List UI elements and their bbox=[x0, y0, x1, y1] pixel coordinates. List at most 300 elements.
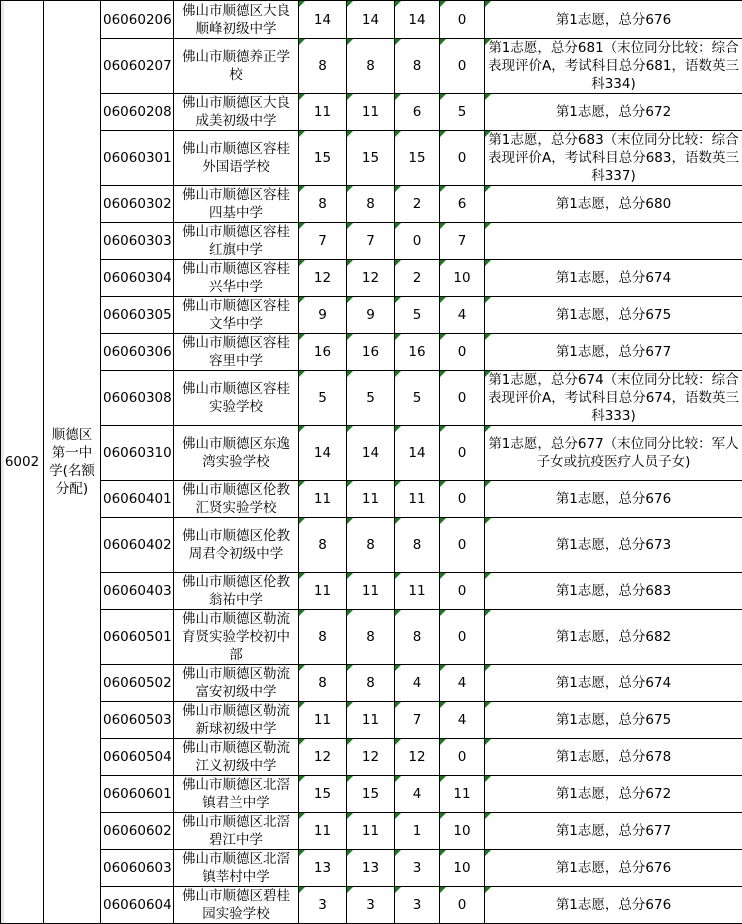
cutoff-note-text: 第1志愿，总分677 bbox=[555, 823, 672, 839]
admitted-cell[interactable] bbox=[395, 573, 440, 610]
school-code-cell[interactable] bbox=[101, 39, 174, 94]
admitted-cell[interactable] bbox=[395, 426, 440, 481]
cell-comment-marker-icon bbox=[440, 887, 446, 893]
plan-cell[interactable] bbox=[347, 334, 395, 371]
cell-comment-marker-icon bbox=[485, 39, 491, 45]
school-name-cell[interactable] bbox=[174, 887, 299, 924]
remaining-cell[interactable] bbox=[440, 223, 485, 260]
cell-comment-marker-icon bbox=[395, 131, 401, 137]
cutoff-note-cell[interactable] bbox=[485, 481, 742, 518]
school-code-text: 06060308 bbox=[103, 390, 172, 406]
school-name-cell[interactable] bbox=[174, 186, 299, 223]
admitted-cell[interactable] bbox=[395, 297, 440, 334]
admitted-text: 1 bbox=[412, 823, 422, 839]
cell-comment-marker-icon bbox=[395, 94, 401, 100]
admitted-text: 5 bbox=[412, 390, 422, 406]
school-name-text: 佛山市顺德区容桂兴华中学 bbox=[182, 261, 290, 295]
cell-comment-marker-icon bbox=[347, 610, 353, 616]
school-name-cell[interactable] bbox=[174, 518, 299, 573]
cell-comment-marker-icon bbox=[485, 887, 491, 893]
remaining-text: 4 bbox=[457, 712, 467, 728]
cutoff-note-cell[interactable] bbox=[485, 887, 742, 924]
cell-comment-marker-icon bbox=[299, 610, 305, 616]
school-name-cell[interactable] bbox=[174, 297, 299, 334]
admitted-cell[interactable] bbox=[395, 260, 440, 297]
school-code-cell[interactable] bbox=[101, 610, 174, 665]
cell-comment-marker-icon bbox=[347, 94, 353, 100]
remaining-cell[interactable] bbox=[440, 665, 485, 702]
cell-comment-marker-icon bbox=[440, 223, 446, 229]
plan-cell[interactable] bbox=[347, 850, 395, 887]
remaining-text: 0 bbox=[457, 150, 467, 166]
school-code-cell[interactable] bbox=[101, 776, 174, 813]
cell-comment-marker-icon bbox=[395, 481, 401, 487]
school-code-cell[interactable] bbox=[101, 334, 174, 371]
plan-cell[interactable] bbox=[347, 131, 395, 186]
school-name-cell[interactable] bbox=[174, 610, 299, 665]
plan-text: 12 bbox=[361, 270, 380, 286]
school-code-cell[interactable] bbox=[101, 481, 174, 518]
table-row[interactable] bbox=[1, 610, 742, 665]
plan-cell[interactable] bbox=[347, 426, 395, 481]
school-name-cell[interactable] bbox=[174, 371, 299, 426]
cutoff-note-cell[interactable] bbox=[485, 850, 742, 887]
remaining-cell[interactable] bbox=[440, 776, 485, 813]
cell-comment-marker-icon bbox=[440, 260, 446, 266]
admitted-cell[interactable] bbox=[395, 850, 440, 887]
school-code-cell[interactable] bbox=[101, 1, 174, 39]
school-name-text: 佛山市顺德养正学校 bbox=[182, 49, 290, 83]
cell-comment-marker-icon bbox=[299, 665, 305, 671]
school-name-cell[interactable] bbox=[174, 573, 299, 610]
cell-comment-marker-icon bbox=[485, 371, 491, 377]
cell-comment-marker-icon bbox=[299, 813, 305, 819]
admitted-cell[interactable] bbox=[395, 334, 440, 371]
remaining-cell[interactable] bbox=[440, 610, 485, 665]
remaining-cell[interactable] bbox=[440, 481, 485, 518]
school-code-cell[interactable] bbox=[101, 131, 174, 186]
remaining-cell[interactable] bbox=[440, 260, 485, 297]
plan-cell[interactable] bbox=[347, 610, 395, 665]
quota-cell[interactable] bbox=[299, 481, 347, 518]
quota-text: 8 bbox=[318, 675, 327, 691]
table-row[interactable] bbox=[1, 850, 742, 887]
school-code-text: 06060206 bbox=[103, 11, 172, 28]
cell-comment-marker-icon bbox=[299, 850, 305, 856]
school-name-cell[interactable] bbox=[174, 702, 299, 739]
quota-cell[interactable] bbox=[299, 371, 347, 426]
cell-comment-marker-icon bbox=[440, 334, 446, 340]
remaining-text: 0 bbox=[457, 629, 467, 645]
quota-text: 11 bbox=[313, 583, 332, 599]
plan-cell[interactable] bbox=[347, 39, 395, 94]
cell-comment-marker-icon bbox=[485, 223, 491, 229]
cutoff-note-text: 第1志愿，总分675 bbox=[555, 712, 672, 728]
cutoff-note-cell[interactable] bbox=[485, 371, 742, 426]
admitted-cell[interactable] bbox=[395, 39, 440, 94]
school-name-text: 佛山市顺德区东逸湾实验学校 bbox=[182, 436, 290, 470]
quota-text: 8 bbox=[318, 537, 327, 553]
cutoff-note-cell[interactable] bbox=[485, 1, 742, 39]
admitted-text: 15 bbox=[408, 150, 426, 166]
cell-comment-marker-icon bbox=[347, 371, 353, 377]
school-name-cell[interactable] bbox=[174, 334, 299, 371]
quota-text: 11 bbox=[313, 491, 332, 507]
remaining-cell[interactable] bbox=[440, 813, 485, 850]
cutoff-note-text: 第1志愿，总分676 bbox=[555, 491, 672, 507]
school-code-cell[interactable] bbox=[101, 94, 174, 131]
admitted-cell[interactable] bbox=[395, 1, 440, 39]
table-row[interactable] bbox=[1, 297, 742, 334]
admitted-cell[interactable] bbox=[395, 94, 440, 131]
remaining-text: 6 bbox=[457, 196, 467, 212]
cutoff-note-cell[interactable] bbox=[485, 573, 742, 610]
table-row[interactable] bbox=[1, 481, 742, 518]
quota-cell[interactable] bbox=[299, 776, 347, 813]
school-code-text: 06060501 bbox=[103, 629, 172, 645]
admitted-cell[interactable] bbox=[395, 371, 440, 426]
school-name-text: 佛山市顺德区勒流富安初级中学 bbox=[182, 666, 290, 700]
admitted-text: 7 bbox=[412, 712, 422, 728]
plan-cell[interactable] bbox=[347, 297, 395, 334]
plan-cell[interactable] bbox=[347, 518, 395, 573]
quota-text: 15 bbox=[313, 786, 332, 802]
table-row[interactable] bbox=[1, 39, 742, 94]
table-row[interactable] bbox=[1, 131, 742, 186]
plan-text: 11 bbox=[361, 583, 380, 599]
cutoff-note-cell[interactable] bbox=[485, 702, 742, 739]
table-row[interactable] bbox=[1, 223, 742, 260]
cell-comment-marker-icon bbox=[485, 610, 491, 616]
school-name-cell[interactable] bbox=[174, 260, 299, 297]
table-row[interactable] bbox=[1, 371, 742, 426]
remaining-text: 10 bbox=[453, 860, 471, 876]
plan-cell[interactable] bbox=[347, 371, 395, 426]
table-row[interactable] bbox=[1, 518, 742, 573]
admitted-cell[interactable] bbox=[395, 887, 440, 924]
school-code-cell[interactable] bbox=[101, 702, 174, 739]
quota-text: 5 bbox=[318, 390, 327, 406]
cell-comment-marker-icon bbox=[485, 94, 491, 100]
quota-cell[interactable] bbox=[299, 813, 347, 850]
remaining-cell[interactable] bbox=[440, 573, 485, 610]
admitted-cell[interactable] bbox=[395, 186, 440, 223]
cell-comment-marker-icon bbox=[440, 426, 446, 432]
plan-text: 15 bbox=[361, 150, 380, 166]
school-code-cell[interactable] bbox=[101, 223, 174, 260]
table-row[interactable] bbox=[1, 813, 742, 850]
quota-cell[interactable] bbox=[299, 334, 347, 371]
admitted-cell[interactable] bbox=[395, 739, 440, 776]
cell-comment-marker-icon bbox=[395, 1, 401, 7]
school-name-cell[interactable] bbox=[174, 481, 299, 518]
cutoff-note-cell[interactable] bbox=[485, 94, 742, 131]
cell-comment-marker-icon bbox=[395, 702, 401, 708]
school-code-cell[interactable] bbox=[101, 260, 174, 297]
cell-comment-marker-icon bbox=[395, 887, 401, 893]
school-code-cell[interactable] bbox=[101, 573, 174, 610]
target-school-cell[interactable]: 顺德区第一中学(名额分配) bbox=[44, 1, 101, 924]
remaining-cell[interactable] bbox=[440, 702, 485, 739]
admitted-cell[interactable] bbox=[395, 223, 440, 260]
quota-cell[interactable] bbox=[299, 573, 347, 610]
plan-text: 3 bbox=[366, 897, 375, 913]
plan-cell[interactable] bbox=[347, 481, 395, 518]
cell-comment-marker-icon bbox=[347, 813, 353, 819]
school-code-cell[interactable] bbox=[101, 426, 174, 481]
school-code-cell[interactable] bbox=[101, 186, 174, 223]
remaining-cell[interactable] bbox=[440, 39, 485, 94]
school-code-text: 06060604 bbox=[103, 897, 172, 913]
cutoff-note-cell[interactable] bbox=[485, 39, 742, 94]
remaining-cell[interactable] bbox=[440, 131, 485, 186]
admitted-text: 8 bbox=[412, 58, 422, 74]
cutoff-note-cell[interactable] bbox=[485, 665, 742, 702]
school-code-cell[interactable] bbox=[101, 739, 174, 776]
table-row[interactable] bbox=[1, 1, 742, 39]
admitted-cell[interactable] bbox=[395, 813, 440, 850]
quota-text: 8 bbox=[318, 629, 327, 645]
school-code-text: 06060208 bbox=[103, 104, 172, 120]
table-row[interactable] bbox=[1, 186, 742, 223]
quota-cell[interactable] bbox=[299, 1, 347, 39]
remaining-cell[interactable] bbox=[440, 426, 485, 481]
quota-cell[interactable] bbox=[299, 131, 347, 186]
cutoff-note-text: 第1志愿，总分683 bbox=[555, 583, 672, 599]
cell-comment-marker-icon bbox=[440, 776, 446, 782]
plan-cell[interactable] bbox=[347, 573, 395, 610]
quota-cell[interactable] bbox=[299, 297, 347, 334]
cutoff-note-text: 第1志愿，总分672 bbox=[555, 786, 672, 802]
plan-text: 14 bbox=[361, 11, 380, 28]
cell-comment-marker-icon bbox=[299, 39, 305, 45]
admitted-text: 4 bbox=[412, 675, 422, 691]
school-name-cell[interactable] bbox=[174, 39, 299, 94]
cell-comment-marker-icon bbox=[299, 131, 305, 137]
cutoff-note-cell[interactable] bbox=[485, 739, 742, 776]
quota-cell[interactable] bbox=[299, 702, 347, 739]
school-code-text: 06060306 bbox=[103, 344, 172, 360]
table-row[interactable] bbox=[1, 739, 742, 776]
quota-cell[interactable] bbox=[299, 426, 347, 481]
school-name-text: 佛山市顺德区大良成美初级中学 bbox=[182, 95, 290, 129]
school-name-cell[interactable] bbox=[174, 776, 299, 813]
cutoff-note-cell[interactable] bbox=[485, 334, 742, 371]
quota-cell[interactable] bbox=[299, 850, 347, 887]
cell-comment-marker-icon bbox=[299, 186, 305, 192]
school-code-text: 06060603 bbox=[103, 860, 172, 876]
remaining-cell[interactable] bbox=[440, 850, 485, 887]
cutoff-note-cell[interactable] bbox=[485, 776, 742, 813]
cutoff-note-text: 第1志愿，总分674（末位同分比较：综合表现评价A，考试科目总分674，语数英三科333) bbox=[487, 372, 739, 424]
quota-cell[interactable] bbox=[299, 665, 347, 702]
remaining-text: 0 bbox=[457, 583, 467, 599]
remaining-cell[interactable] bbox=[440, 371, 485, 426]
remaining-cell[interactable] bbox=[440, 297, 485, 334]
plan-cell[interactable] bbox=[347, 813, 395, 850]
quota-text: 8 bbox=[318, 196, 327, 212]
school-name-cell[interactable] bbox=[174, 813, 299, 850]
remaining-text: 0 bbox=[457, 749, 467, 765]
remaining-cell[interactable] bbox=[440, 887, 485, 924]
cutoff-note-cell[interactable] bbox=[485, 610, 742, 665]
remaining-cell[interactable] bbox=[440, 186, 485, 223]
school-name-cell[interactable] bbox=[174, 223, 299, 260]
cutoff-note-cell[interactable] bbox=[485, 223, 742, 260]
school-code-text: 06060305 bbox=[103, 307, 172, 323]
plan-cell[interactable] bbox=[347, 776, 395, 813]
cutoff-note-text: 第1志愿，总分681（末位同分比较：综合表现评价A，考试科目总分681，语数英三科334) bbox=[487, 40, 739, 92]
admitted-text: 8 bbox=[412, 537, 422, 553]
remaining-cell[interactable] bbox=[440, 334, 485, 371]
admitted-cell[interactable] bbox=[395, 610, 440, 665]
cell-comment-marker-icon bbox=[299, 481, 305, 487]
admitted-cell[interactable] bbox=[395, 665, 440, 702]
cell-comment-marker-icon bbox=[299, 426, 305, 432]
quota-cell[interactable] bbox=[299, 186, 347, 223]
school-name-text: 佛山市顺德区勒流江义初级中学 bbox=[182, 740, 290, 774]
admitted-text: 3 bbox=[412, 860, 422, 876]
school-name-text: 佛山市顺德区伦教翁祐中学 bbox=[182, 574, 290, 608]
cell-comment-marker-icon bbox=[485, 518, 491, 524]
school-name-cell[interactable] bbox=[174, 739, 299, 776]
plan-cell[interactable] bbox=[347, 223, 395, 260]
school-name-cell[interactable] bbox=[174, 1, 299, 39]
district-code-cell[interactable]: 6002 bbox=[1, 1, 44, 924]
remaining-text: 7 bbox=[457, 233, 467, 249]
cell-comment-marker-icon bbox=[440, 297, 446, 303]
cutoff-note-cell[interactable] bbox=[485, 518, 742, 573]
table-row[interactable] bbox=[1, 426, 742, 481]
admitted-cell[interactable] bbox=[395, 776, 440, 813]
plan-text: 8 bbox=[366, 58, 375, 74]
cutoff-note-text: 第1志愿，总分676 bbox=[555, 11, 672, 28]
cell-comment-marker-icon bbox=[395, 39, 401, 45]
admitted-text: 8 bbox=[412, 629, 422, 645]
table-row[interactable] bbox=[1, 573, 742, 610]
school-name-cell[interactable] bbox=[174, 850, 299, 887]
admitted-text: 0 bbox=[412, 233, 422, 249]
admitted-text: 2 bbox=[412, 196, 422, 212]
cell-comment-marker-icon bbox=[440, 131, 446, 137]
plan-cell[interactable] bbox=[347, 94, 395, 131]
remaining-cell[interactable] bbox=[440, 518, 485, 573]
cell-comment-marker-icon bbox=[347, 518, 353, 524]
table-row[interactable] bbox=[1, 260, 742, 297]
plan-cell[interactable] bbox=[347, 665, 395, 702]
school-name-text: 佛山市顺德区勒流新球初级中学 bbox=[182, 703, 290, 737]
school-code-cell[interactable] bbox=[101, 297, 174, 334]
cutoff-note-cell[interactable] bbox=[485, 131, 742, 186]
school-name-text: 佛山市顺德区勒流育贤实验学校初中部 bbox=[182, 611, 290, 663]
cell-comment-marker-icon bbox=[485, 297, 491, 303]
admitted-text: 4 bbox=[412, 786, 422, 802]
quota-cell[interactable] bbox=[299, 518, 347, 573]
cutoff-note-cell[interactable] bbox=[485, 260, 742, 297]
cell-comment-marker-icon bbox=[485, 131, 491, 137]
quota-cell[interactable] bbox=[299, 739, 347, 776]
table-row[interactable] bbox=[1, 887, 742, 924]
quota-cell[interactable] bbox=[299, 610, 347, 665]
quota-text: 11 bbox=[313, 104, 332, 120]
cell-comment-marker-icon bbox=[440, 39, 446, 45]
quota-text: 14 bbox=[313, 11, 332, 28]
quota-cell[interactable] bbox=[299, 39, 347, 94]
table-row[interactable] bbox=[1, 776, 742, 813]
school-code-cell[interactable] bbox=[101, 518, 174, 573]
plan-cell[interactable] bbox=[347, 702, 395, 739]
school-name-text: 佛山市顺德区北滘镇莘村中学 bbox=[182, 851, 290, 885]
admitted-cell[interactable] bbox=[395, 702, 440, 739]
cell-comment-marker-icon bbox=[485, 850, 491, 856]
school-code-cell[interactable] bbox=[101, 887, 174, 924]
plan-cell[interactable] bbox=[347, 739, 395, 776]
school-name-cell[interactable] bbox=[174, 131, 299, 186]
plan-cell[interactable] bbox=[347, 887, 395, 924]
school-name-cell[interactable] bbox=[174, 94, 299, 131]
quota-text: 11 bbox=[313, 823, 332, 839]
quota-cell[interactable] bbox=[299, 887, 347, 924]
cell-comment-marker-icon bbox=[347, 850, 353, 856]
cell-comment-marker-icon bbox=[299, 260, 305, 266]
school-name-text: 佛山市顺德区北滘镇君兰中学 bbox=[182, 777, 290, 811]
cell-comment-marker-icon bbox=[395, 850, 401, 856]
cell-comment-marker-icon bbox=[440, 573, 446, 579]
admitted-text: 11 bbox=[408, 491, 426, 507]
school-name-text: 佛山市顺德区容桂容里中学 bbox=[182, 335, 290, 369]
school-code-cell[interactable] bbox=[101, 371, 174, 426]
cutoff-note-text: 第1志愿，总分680 bbox=[555, 196, 672, 212]
quota-text: 14 bbox=[313, 445, 332, 461]
cutoff-note-cell[interactable] bbox=[485, 297, 742, 334]
remaining-text: 0 bbox=[457, 11, 467, 28]
admitted-cell[interactable] bbox=[395, 481, 440, 518]
school-name-cell[interactable] bbox=[174, 426, 299, 481]
remaining-cell[interactable] bbox=[440, 1, 485, 39]
school-name-cell[interactable] bbox=[174, 665, 299, 702]
school-code-cell[interactable] bbox=[101, 665, 174, 702]
plan-text: 11 bbox=[361, 712, 380, 728]
admitted-cell[interactable] bbox=[395, 518, 440, 573]
remaining-cell[interactable] bbox=[440, 94, 485, 131]
remaining-text: 10 bbox=[453, 823, 471, 839]
school-code-cell[interactable] bbox=[101, 850, 174, 887]
cell-comment-marker-icon bbox=[347, 223, 353, 229]
plan-cell[interactable] bbox=[347, 186, 395, 223]
cell-comment-marker-icon bbox=[485, 260, 491, 266]
cell-comment-marker-icon bbox=[347, 739, 353, 745]
remaining-cell[interactable] bbox=[440, 739, 485, 776]
school-code-cell[interactable] bbox=[101, 813, 174, 850]
admitted-cell[interactable] bbox=[395, 131, 440, 186]
plan-cell[interactable] bbox=[347, 1, 395, 39]
table-row[interactable] bbox=[1, 665, 742, 702]
cutoff-note-cell[interactable] bbox=[485, 813, 742, 850]
school-name-text: 佛山市顺德区碧桂园实验学校 bbox=[182, 888, 290, 922]
table-row[interactable] bbox=[1, 702, 742, 739]
remaining-text: 4 bbox=[457, 307, 467, 323]
admitted-text: 3 bbox=[412, 897, 422, 913]
quota-cell[interactable] bbox=[299, 260, 347, 297]
quota-cell[interactable] bbox=[299, 94, 347, 131]
cutoff-note-text: 第1志愿，总分676 bbox=[555, 897, 672, 913]
table-row[interactable] bbox=[1, 94, 742, 131]
table-row[interactable] bbox=[1, 334, 742, 371]
plan-cell[interactable] bbox=[347, 260, 395, 297]
cutoff-note-cell[interactable] bbox=[485, 426, 742, 481]
quota-cell[interactable] bbox=[299, 223, 347, 260]
cutoff-note-cell[interactable] bbox=[485, 186, 742, 223]
